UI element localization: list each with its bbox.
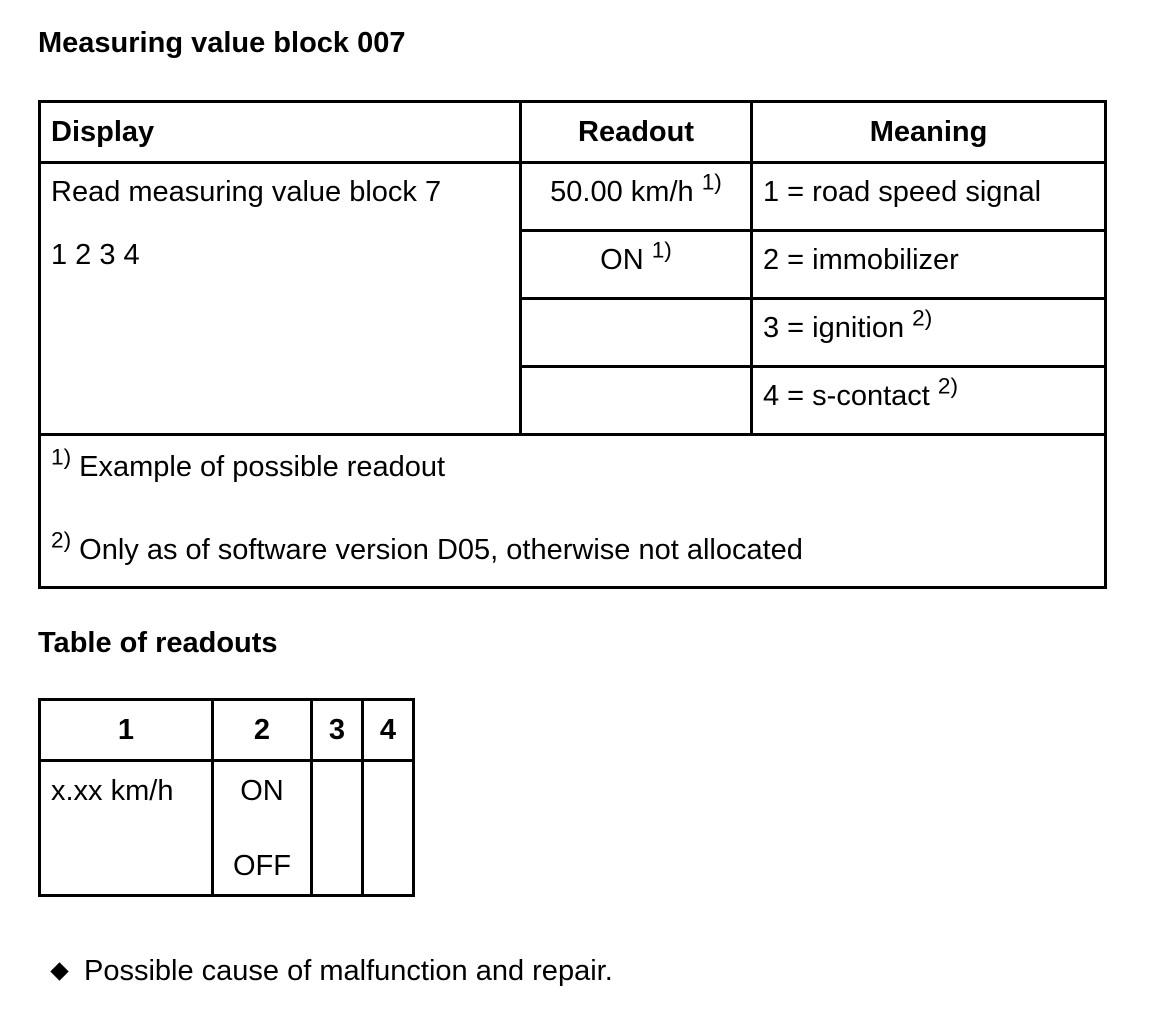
col-3-cell: [312, 761, 363, 896]
table-header-row: [40, 700, 414, 761]
readout-cell: [521, 163, 752, 231]
display-cell: [40, 163, 521, 435]
meaning-value: 2 = immobilizer: [763, 244, 959, 276]
footnotes-row: [40, 435, 1106, 588]
display-line-2: 1 2 3 4: [51, 239, 140, 272]
meaning-cell: [752, 367, 1106, 435]
meaning-cell: [752, 163, 1106, 231]
readout-cell: [521, 299, 752, 367]
section-title: Table of readouts: [38, 627, 278, 659]
bullet-text: Possible cause of malfunction and repair.: [84, 955, 613, 987]
diamond-bullet-icon: [50, 962, 68, 980]
footnote-text: Only as of software version D05, otherwise not allocated: [79, 533, 803, 566]
readout-value: OFF: [233, 850, 291, 883]
readout-value: ON: [600, 244, 644, 276]
footnotes-cell: [40, 435, 1106, 588]
table-row: [40, 761, 414, 896]
table-header-row: [40, 102, 1106, 163]
header-col-4: 4: [363, 700, 414, 761]
footnote-text: Example of possible readout: [79, 451, 446, 483]
readout-value: x.xx km/h: [51, 775, 174, 807]
footnote-mark: 2): [51, 527, 72, 553]
header-readout: Readout: [521, 102, 752, 163]
readout-cell: [521, 367, 752, 435]
footnote-2: [51, 527, 1094, 568]
meaning-value: 1 = road speed signal: [763, 176, 1042, 208]
col-4-cell: [363, 761, 414, 896]
footnote-mark: 2): [937, 373, 959, 399]
col-1-cell: [40, 761, 213, 896]
footnote-mark: 1): [51, 444, 72, 470]
table-row: [40, 163, 1106, 231]
header-meaning: Meaning: [752, 102, 1106, 163]
footnote-1: [51, 444, 1094, 485]
readout-cell: [521, 231, 752, 299]
footnote-mark: 2): [912, 305, 933, 331]
bullet-item: [50, 957, 613, 986]
header-col-2: 2: [213, 700, 312, 761]
meaning-value: 3 = ignition: [763, 312, 905, 344]
footnote-mark: 1): [651, 237, 672, 263]
readout-value: 50.00 km/h: [550, 176, 694, 208]
meaning-value: 4 = s-contact: [763, 380, 930, 412]
display-line-1: Read measuring value block 7: [51, 176, 442, 208]
header-col-1: 1: [40, 700, 213, 761]
measuring-value-table: [38, 100, 1107, 589]
meaning-cell: [752, 231, 1106, 299]
readouts-table: [38, 698, 415, 897]
col-2-cell: [213, 761, 312, 896]
header-col-3: 3: [312, 700, 363, 761]
meaning-cell: [752, 299, 1106, 367]
page-title: Measuring value block 007: [38, 27, 406, 59]
header-display: Display: [40, 102, 521, 163]
footnote-mark: 1): [701, 169, 722, 195]
readout-value: ON: [240, 775, 284, 807]
